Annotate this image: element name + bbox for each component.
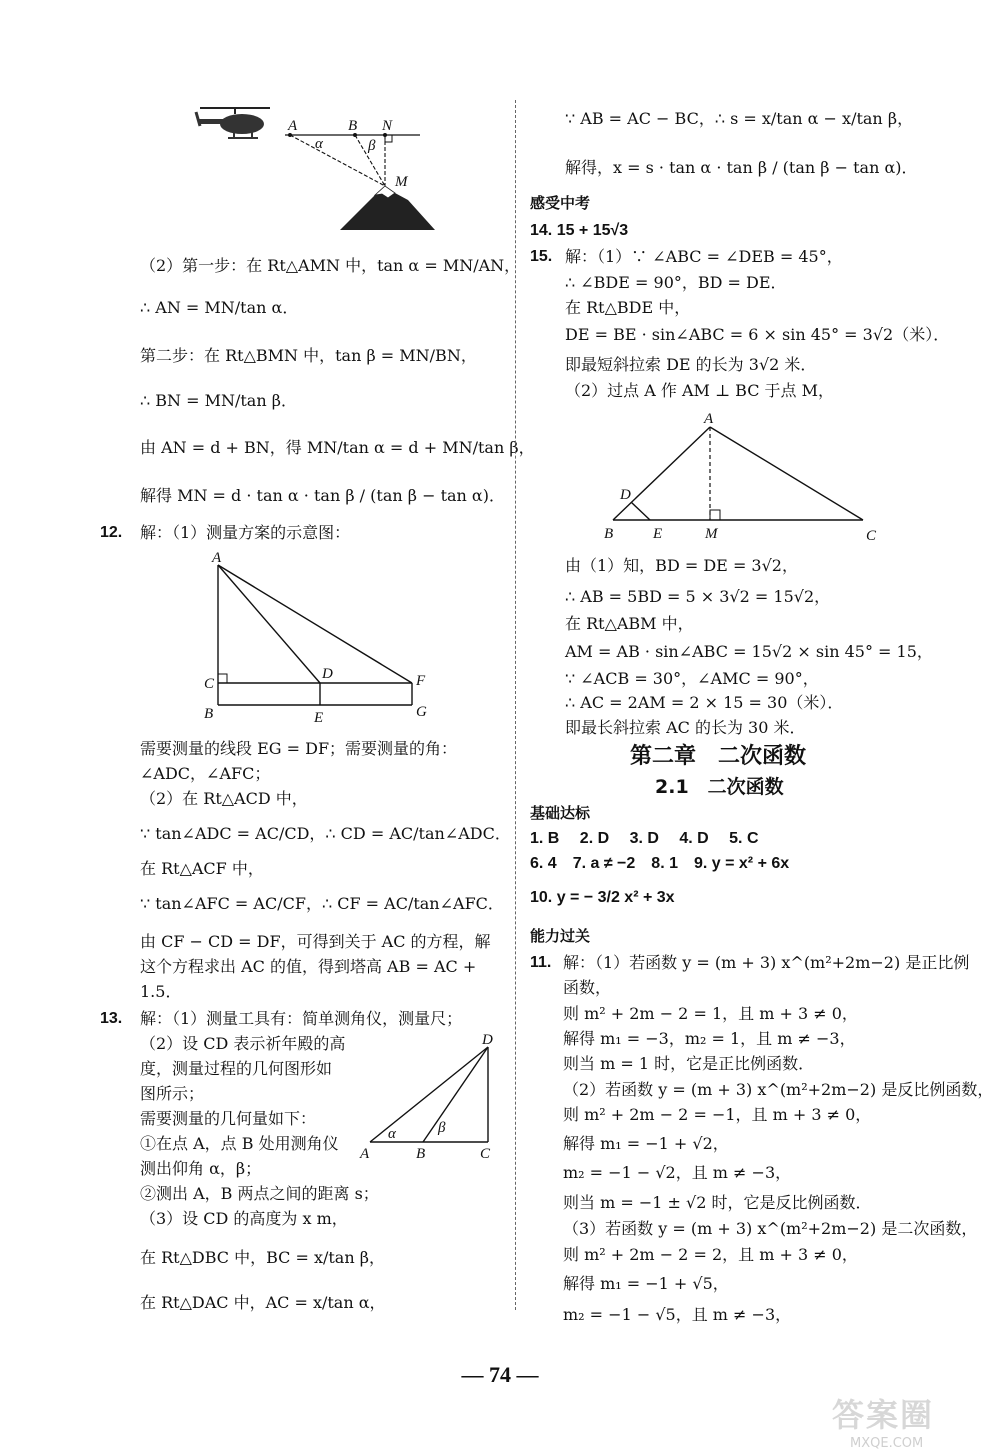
fig15-label-e: E [653, 526, 663, 542]
q11r-l5-text: 则当 m = 1 时，它是正比例函数． [563, 1054, 815, 1073]
q13-bc-text: 在 Rt△DBC 中，BC = x/tan β， [140, 1248, 385, 1267]
watermark-text: 答案圈 [832, 1396, 935, 1434]
q11r-l6-text: （2）若函数 y = (m + 3) x^(m²+2m−2) 是反比例函数， [563, 1080, 994, 1099]
q11r-l7-text: 则 m² + 2m − 2 = −1，且 m + 3 ≠ 0， [563, 1105, 872, 1124]
q11r-l9-text: m₂ = −1 − √2，且 m ≠ −3， [563, 1163, 792, 1182]
q13-l3-text: 度，测量过程的几何图形如 [140, 1059, 333, 1078]
q12-cf-text: ∵ tan∠AFC = AC/CF，∴ CF = AC/tan∠AFC． [140, 894, 504, 913]
fig15-label-b: B [604, 526, 614, 542]
q13-l4-text: 图所示； [140, 1084, 205, 1103]
q15-l11-text: ∵ ∠ACB = 30°，∠AMC = 90°， [565, 669, 819, 688]
fig12-label-d: D [322, 666, 333, 682]
watermark-logo [832, 1390, 982, 1451]
fig13-label-b: B [416, 1146, 426, 1162]
fig15-label-c: C [866, 528, 877, 544]
fig12-label-c: C [204, 676, 215, 692]
q15-l9-text: 在 Rt△ABM 中， [565, 614, 694, 633]
q15-l12-text: ∴ AC = 2AM = 2 × 15 = 30（米）． [565, 693, 844, 712]
fig12-label-g: G [416, 704, 427, 720]
helicopter-icon [196, 108, 270, 138]
r-solve-x-text: 解得，x = s · tan α · tan β / (tan β − tan α)． [565, 158, 918, 177]
fig11-label-b: B [348, 118, 358, 134]
q13-l2-text: （2）设 CD 表示祈年殿的高 [140, 1034, 346, 1053]
section-ganshou-zhongkao: 感受中考 [530, 194, 591, 212]
fig11-label-m: M [395, 174, 408, 190]
q11r-l3-text: 则 m² + 2m − 2 = 1，且 m + 3 ≠ 0， [563, 1004, 858, 1023]
answer-10: 10. y = − 3/2 x² + 3x [530, 889, 675, 906]
q13-l7-text: 测出仰角 α，β； [140, 1159, 262, 1178]
section-title: 2.1 二次函数 [655, 776, 784, 798]
q12-intro-text: 解：（1）测量方案的示意图： [140, 523, 351, 542]
q15-l3-text: 在 Rt△BDE 中， [565, 298, 691, 317]
q11-step2-text: 第二步：在 Rt△BMN 中，tan β = MN/BN， [140, 346, 477, 365]
q15-l2-text: ∴ ∠BDE = 90°，BD = DE． [565, 273, 787, 292]
figure-q13-elevation [358, 1032, 503, 1162]
fig12-label-e: E [314, 710, 324, 726]
page-number: — 74 — [461, 1362, 539, 1387]
q11-step1-text: （2）第一步：在 Rt△AMN 中，tan α = MN/AN， [140, 256, 521, 275]
q15-l5-text: 即最短斜拉索 DE 的长为 3√2 米． [565, 355, 817, 374]
q11-equation-text: 由 AN = d + BN，得 MN/tan α = d + MN/tan β， [140, 438, 535, 457]
watermark-url: MXQE.COM [850, 1436, 924, 1451]
answers-6-9: 6. 4 7. a ≠ −2 8. 1 9. y = x² + 6x [530, 855, 790, 872]
q11r-l1-text: 解：（1）若函数 y = (m + 3) x^(m²+2m−2) 是正比例 [563, 953, 970, 972]
q12-equation-text: 由 CF − CD = DF，可得到关于 AC 的方程，解 [140, 932, 491, 951]
fig13-label-alpha: α [388, 1126, 396, 1142]
q11r-l11-text: （3）若函数 y = (m + 3) x^(m²+2m−2) 是二次函数， [563, 1219, 978, 1238]
fig13-label-d: D [482, 1032, 493, 1048]
q15-l7-text: 由（1）知，BD = DE = 3√2， [565, 556, 798, 575]
q11r-l10-text: 则当 m = −1 ± √2 时，它是反比例函数． [563, 1193, 872, 1212]
fig13-label-beta: β [438, 1120, 446, 1136]
section-jichu-dabiao: 基础达标 [530, 804, 591, 822]
q15-l10-text: AM = AB · sin∠ABC = 15√2 × sin 45° = 15， [565, 642, 933, 661]
q15-l6-text: （2）过点 A 作 AM ⊥ BC 于点 M， [565, 381, 835, 400]
q11r-l4-text: 解得 m₁ = −3，m₂ = 1，且 m ≠ −3， [563, 1029, 856, 1048]
column-divider [515, 100, 516, 1310]
r-ab-text: ∵ AB = AC − BC，∴ s = x/tan α − x/tan β， [565, 109, 914, 128]
q12-measure-text: 需要测量的线段 EG = DF；需要测量的角： [140, 739, 458, 758]
fig12-label-f: F [416, 673, 426, 689]
fig13-label-c: C [480, 1146, 491, 1162]
q13-l5-text: 需要测量的几何量如下： [140, 1109, 317, 1128]
q13-l9-text: （3）设 CD 的高度为 x m， [140, 1209, 348, 1228]
fig11-label-a: A [288, 118, 298, 134]
section-nengli-guoguan: 能力过关 [530, 927, 591, 945]
q11-right-number: 11. [530, 954, 552, 971]
fig15-label-d: D [620, 487, 631, 503]
q15-l8-text: ∴ AB = 5BD = 5 × 3√2 = 15√2， [565, 587, 831, 606]
q12-angles-text: ∠ADC，∠AFC； [140, 764, 271, 783]
q13-l8-text: ②测出 A，B 两点之间的距离 s； [140, 1184, 379, 1203]
q12-height-text: 1.5． [140, 982, 182, 1001]
q13-number: 13. [100, 1010, 123, 1027]
q15-l4-text: DE = BE · sin∠ABC = 6 × sin 45° = 3√2（米）． [565, 325, 950, 344]
q15-number: 15. [530, 248, 553, 265]
fig11-label-alpha: α [315, 136, 323, 152]
fig13-label-a: A [360, 1146, 370, 1162]
fig15-label-a: A [704, 411, 714, 427]
figure-q12-tower [200, 550, 440, 730]
q11r-l12-text: 则 m² + 2m − 2 = 2，且 m + 3 ≠ 0， [563, 1245, 858, 1264]
answers-1-5: 1. B 2. D 3. D 4. D 5. C [530, 830, 759, 847]
q12-acf-text: 在 Rt△ACF 中， [140, 859, 264, 878]
q12-part2-text: （2）在 Rt△ACD 中， [140, 789, 308, 808]
q13-l6-text: ①在点 A，点 B 处用测角仪 [140, 1134, 339, 1153]
fig11-label-n: N [382, 118, 393, 134]
figure-helicopter-mountain [190, 100, 450, 240]
q14-answer: 14. 15 + 15√3 [530, 222, 629, 239]
fig15-label-m: M [705, 526, 718, 542]
q11-bn-text: ∴ BN = MN/tan β． [140, 391, 297, 410]
q11r-l8-text: 解得 m₁ = −1 + √2， [563, 1134, 729, 1153]
q12-number: 12. [100, 524, 123, 541]
figure-q15-bridge [598, 405, 888, 545]
q11-an-text: ∴ AN = MN/tan α． [140, 298, 299, 317]
q11r-l14-text: m₂ = −1 − √5，且 m ≠ −3， [563, 1305, 792, 1324]
q15-l1-text: 解：（1）∵ ∠ABC = ∠DEB = 45°， [565, 247, 843, 266]
q11-result-text: 解得 MN = d · tan α · tan β / (tan β − tan α)． [140, 486, 505, 505]
q13-tools-text: 解：（1）测量工具有：简单测角仪，测量尺； [140, 1009, 463, 1028]
fig12-label-b: B [204, 706, 214, 722]
q12-solve-text: 这个方程求出 AC 的值，得到塔高 AB = AC + [140, 957, 477, 976]
fig12-label-a: A [212, 550, 222, 566]
chapter-title: 第二章 二次函数 [630, 744, 807, 769]
fig11-label-beta: β [368, 138, 376, 154]
q12-cd-text: ∵ tan∠ADC = AC/CD，∴ CD = AC/tan∠ADC． [140, 824, 511, 843]
q15-l13-text: 即最长斜拉索 AC 的长为 30 米． [565, 718, 806, 737]
q11r-l2-text: 函数， [563, 978, 612, 997]
mountain-icon [340, 186, 435, 230]
q13-ac-text: 在 Rt△DAC 中，AC = x/tan α， [140, 1293, 386, 1312]
q11r-l13-text: 解得 m₁ = −1 + √5， [563, 1274, 729, 1293]
